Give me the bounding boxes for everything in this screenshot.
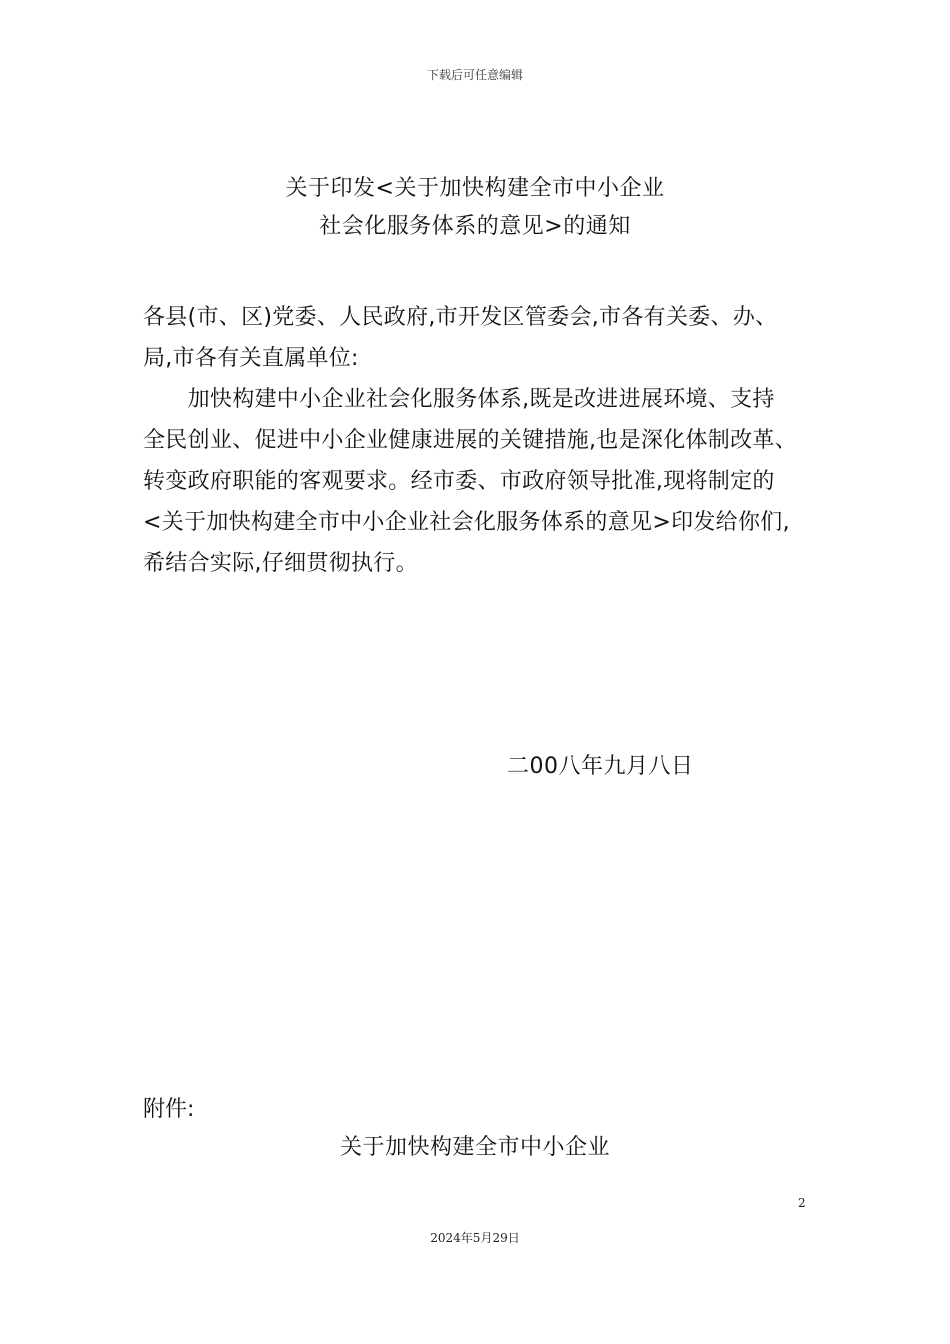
header-note: 下载后可任意编辑 [426, 68, 523, 82]
footer-date: 2024年5月29日 [430, 1231, 520, 1245]
attachment-title: 关于加快构建全市中小企业 [339, 1135, 610, 1160]
body-line: 全民创业、促进中小企业健康进展的关键措施,也是深化体制改革、 [143, 428, 797, 453]
attachment-label: 附件: [143, 1097, 195, 1122]
body-line: 希结合实际,仔细贯彻执行。 [143, 551, 418, 576]
body-line: <关于加快构建全市中小企业社会化服务体系的意见>印发给你们, [143, 510, 790, 535]
body-line: 加快构建中小企业社会化服务体系,既是改进进展环境、支持 [143, 387, 775, 412]
notice-title-line-2: 社会化服务体系的意见>的通知 [319, 214, 631, 239]
body-line: 各县(市、区)党委、人民政府,市开发区管委会,市各有关委、办、 [143, 305, 778, 330]
body-line: 转变政府职能的客观要求。经市委、市政府领导批准,现将制定的 [143, 469, 775, 494]
page-number: 2 [798, 1196, 806, 1210]
body-line: 局,市各有关直属单位: [143, 346, 359, 371]
issue-date: 二00八年九月八日 [507, 754, 694, 779]
notice-title-line-1: 关于印发<关于加快构建全市中小企业 [285, 176, 665, 201]
